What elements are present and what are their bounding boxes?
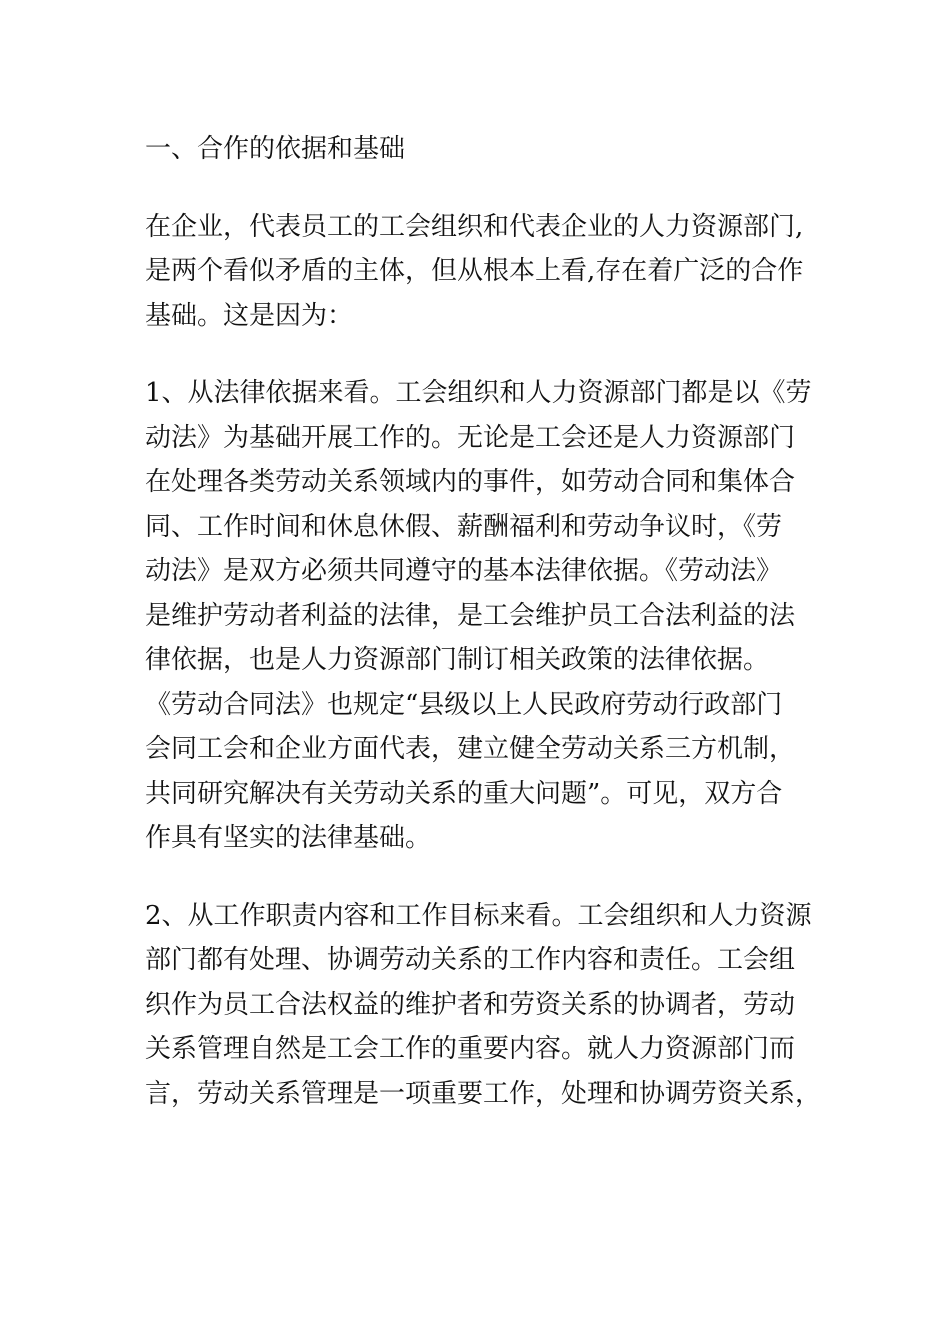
paragraph-duties	[145, 894, 822, 1117]
paragraph-line: 在企业，代表员工的工会组织和代表企业的人力资源部门,	[145, 211, 804, 242]
paragraph-line: 言，劳动关系管理是一项重要工作，处理和协调劳资关系，	[145, 1078, 822, 1109]
document-body	[145, 127, 822, 1149]
paragraph-line: 共同研究解决有关劳动关系的重大问题”。可见，双方合	[145, 778, 783, 809]
paragraph-line: 同、工作时间和休息休假、薪酬福利和劳动争议时，《劳	[145, 511, 783, 542]
paragraph-line: 织作为员工合法权益的维护者和劳资关系的协调者，劳动	[145, 989, 796, 1020]
paragraph-line: 是维护劳动者利益的法律，是工会维护员工合法利益的法	[145, 600, 796, 631]
paragraph-line: 会同工会和企业方面代表，建立健全劳动关系三方机制，	[145, 734, 796, 764]
paragraph-line: 作具有坚实的法律基础。	[145, 823, 432, 853]
paragraph-line: 2、从工作职责内容和工作目标来看。工会组织和人力资源	[145, 900, 812, 931]
paragraph-line: 基础。这是因为：	[145, 300, 354, 331]
paragraph-line: 关系管理自然是工会工作的重要内容。就人力资源部门而	[145, 1034, 796, 1064]
paragraph-line: 动法》为基础开展工作的。无论是工会还是人力资源部门	[145, 422, 796, 453]
paragraph-line: 是两个看似矛盾的主体，但从根本上看,存在着广泛的合作	[145, 256, 804, 286]
paragraph-line: 1、从法律依据来看。工会组织和人力资源部门都是以《劳	[145, 378, 812, 408]
paragraph-line: 在处理各类劳动关系领域内的事件，如劳动合同和集体合	[145, 467, 796, 497]
paragraph-legal-basis	[145, 371, 812, 861]
paragraph-line: 动法》是双方必须共同遵守的基本法律依据。《劳动法》	[145, 556, 783, 586]
section-heading: 一、合作的依据和基础	[145, 134, 406, 164]
paragraph-line: 部门都有处理、协调劳动关系的工作内容和责任。工会组	[145, 945, 796, 975]
paragraph-line: 《劳动合同法》也规定“县级以上人民政府劳动行政部门	[145, 689, 783, 720]
paragraph-intro	[145, 205, 805, 339]
paragraph-line: 律依据，也是人力资源部门制订相关政策的法律依据。	[145, 645, 770, 675]
